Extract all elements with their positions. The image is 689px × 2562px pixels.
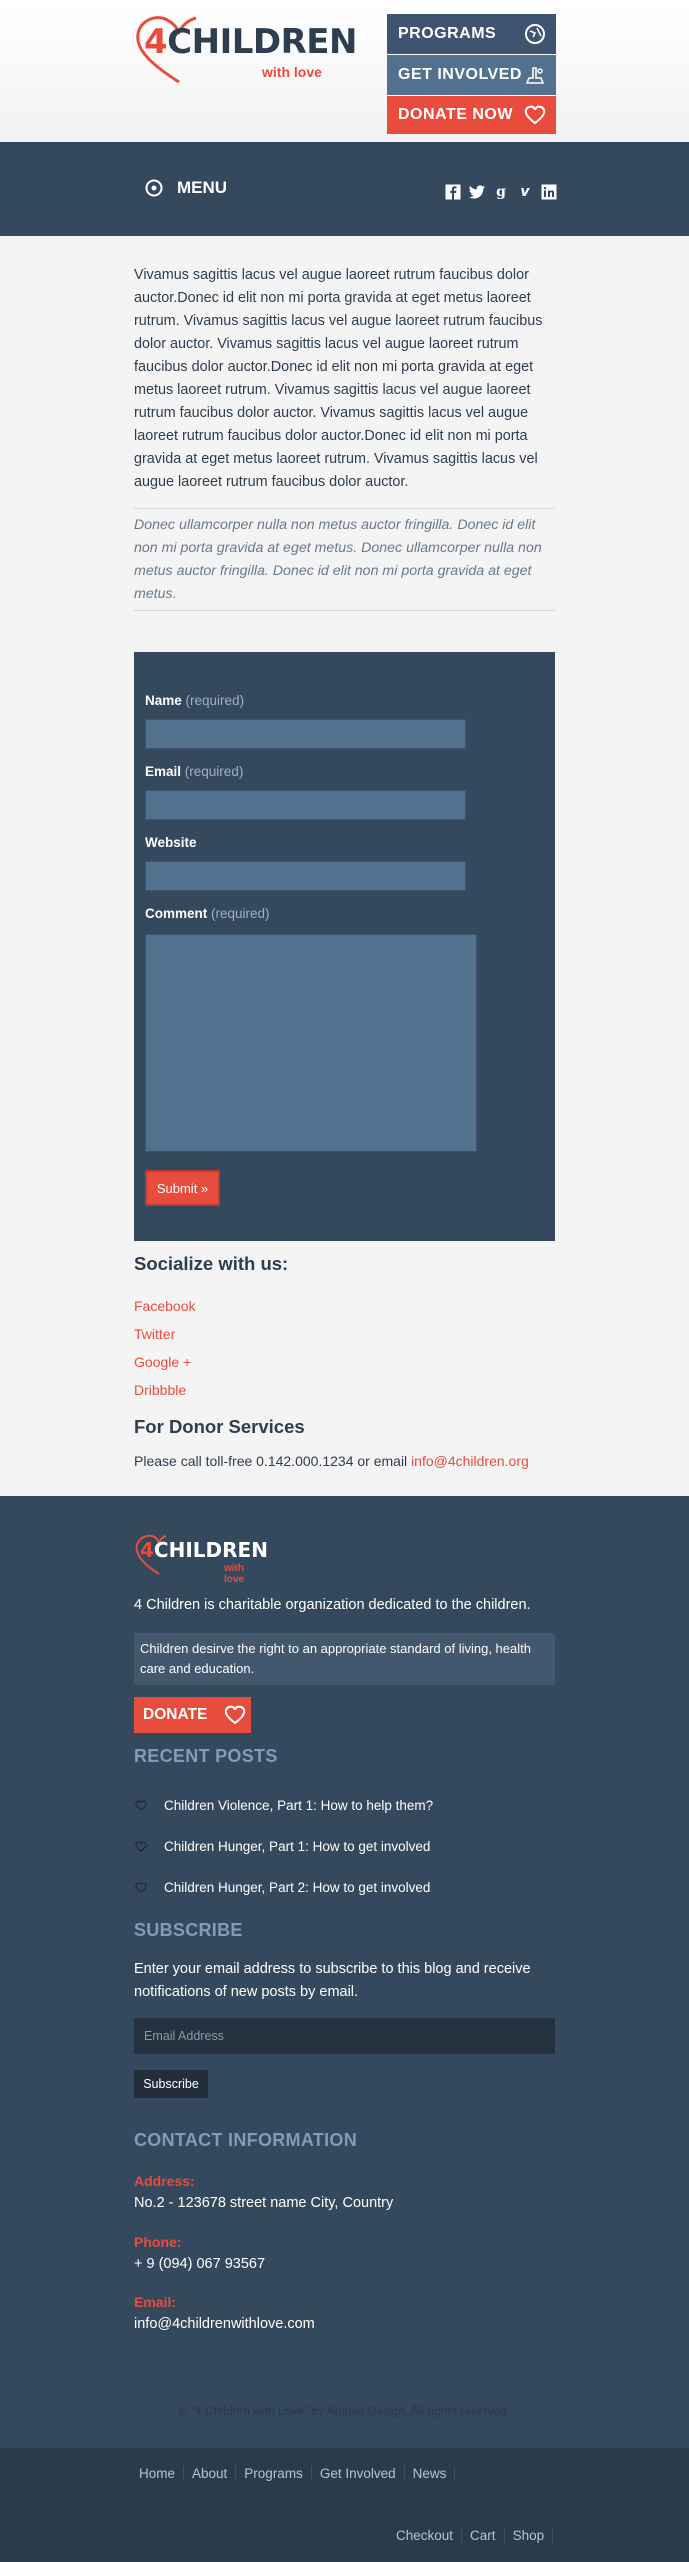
social-links	[134, 1298, 195, 1410]
facebook-icon[interactable]	[444, 183, 462, 201]
website-field[interactable]	[145, 861, 466, 891]
post-title: Children Violence, Part 1: How to help them?	[164, 1798, 434, 1813]
recent-posts-heading: RECENT POSTS	[134, 1746, 278, 1766]
globe-icon	[524, 23, 546, 45]
nav-programs[interactable]: Programs	[236, 2466, 312, 2481]
socialize-heading: Socialize with us:	[134, 1253, 289, 1274]
website-label: Website	[145, 835, 197, 850]
twitter-icon[interactable]	[468, 183, 486, 201]
primary-footer-nav	[139, 2466, 455, 2481]
donor-services-text: Please call toll-free 0.142.000.1234 or email info@4children.org	[134, 1453, 529, 1469]
logo-tagline: with love	[262, 64, 322, 80]
top-navigation	[387, 14, 556, 135]
hands-icon	[524, 64, 546, 86]
heart-outline-icon	[134, 1800, 148, 1811]
list-item[interactable]	[134, 1785, 555, 1826]
footer-logo-name: 4CHILDREN	[140, 1538, 268, 1562]
subscribe-heading: SUBSCRIBE	[134, 1920, 243, 1940]
email-value[interactable]: info@4childrenwithlove.com	[134, 2316, 315, 2332]
post-title: Children Hunger, Part 1: How to get involved	[164, 1839, 431, 1854]
donor-email-link[interactable]: info@4children.org	[411, 1453, 529, 1469]
footer-donate-label: DONATE	[143, 1706, 208, 1723]
social-icons	[444, 183, 558, 201]
email-label: Email:	[134, 2294, 177, 2310]
article-content	[134, 264, 555, 611]
comment-textarea[interactable]	[145, 934, 477, 1152]
heart-icon	[524, 105, 546, 125]
name-field[interactable]	[145, 719, 466, 749]
footer-description: 4 Children is charitable organization dedicated to the children.	[134, 1597, 531, 1613]
site-logo[interactable]	[134, 12, 357, 82]
footer-logo[interactable]	[134, 1534, 268, 1585]
bottom-navigation	[0, 2448, 689, 2562]
donate-now-button[interactable]	[387, 96, 556, 134]
linkedin-icon[interactable]	[540, 183, 558, 201]
programs-label: PROGRAMS	[398, 25, 497, 42]
get-involved-label: GET INVOLVED	[398, 66, 522, 83]
heart-outline-icon	[134, 1841, 148, 1852]
recent-posts-list	[134, 1785, 555, 1908]
footer-widgets	[0, 1496, 689, 2448]
nav-about[interactable]: About	[184, 2466, 236, 2481]
post-title: Children Hunger, Part 2: How to get involved	[164, 1880, 431, 1895]
subscribe-button[interactable]: Subscribe	[134, 2070, 208, 2098]
copyright: © "4 Children with Love" by Anariel Design. All rights reserved.	[178, 2404, 511, 2418]
nav-news[interactable]: News	[405, 2466, 456, 2481]
nav-checkout[interactable]: Checkout	[388, 2528, 462, 2543]
comment-form	[134, 652, 555, 1241]
menu-toggle-button[interactable]	[145, 178, 227, 198]
facebook-link[interactable]: Facebook	[134, 1298, 196, 1314]
address-value: No.2 - 123678 street name City, Country	[134, 2195, 394, 2211]
nav-shop[interactable]: Shop	[505, 2528, 554, 2543]
subscribe-email-input[interactable]: Email Address	[134, 2018, 555, 2054]
article-quote: Donec ullamcorper nulla non metus auctor fringilla. Donec id elit non mi porta gravida at eget metus. Donec ullamcorper nulla non metus auctor fringilla. Donec id elit non mi porta gravida at eget metus.	[134, 508, 555, 611]
vimeo-icon[interactable]: v	[520, 184, 530, 200]
donate-now-label: DONATE NOW	[398, 106, 513, 123]
secondary-footer-nav	[388, 2528, 553, 2543]
submit-button[interactable]: Submit »	[145, 1170, 220, 1206]
phone-value: + 9 (094) 067 93567	[134, 2256, 266, 2272]
email-label: Email (required)	[145, 764, 244, 779]
heart-outline-icon	[134, 1882, 148, 1893]
menu-circle-icon	[145, 179, 163, 197]
nav-get-involved[interactable]: Get Involved	[312, 2466, 405, 2481]
phone-label: Phone:	[134, 2234, 182, 2250]
google-plus-link[interactable]: Google +	[134, 1354, 192, 1370]
subscribe-text: Enter your email address to subscribe to this blog and receive notifications of new posts by email.	[134, 1961, 531, 2000]
email-field[interactable]	[145, 790, 466, 820]
twitter-link[interactable]: Twitter	[134, 1326, 176, 1342]
programs-button[interactable]	[387, 14, 556, 54]
name-label: Name (required)	[145, 693, 245, 708]
comment-label: Comment (required)	[145, 906, 270, 921]
nav-cart[interactable]: Cart	[462, 2528, 505, 2543]
article-paragraph: Vivamus sagittis lacus vel augue laoreet rutrum faucibus dolor auctor.Donec id elit non mi porta gravida at eget metus laoreet rutrum. Vivamus sagittis lacus vel augue laoreet rutrum faucibus dolor auctor. Vivamus sagittis lacus vel augue laoreet rutrum faucibus dolor auctor.Donec id elit non mi porta gravida at eget metus laoreet rutrum. Vivamus sagittis lacus vel augue laoreet rutrum faucibus dolor auctor. Vivamus sagittis lacus vel augue laoreet rutrum faucibus dolor auctor.Donec id elit non mi porta gravida at eget metus laoreet rutrum. Vivamus sagittis lacus vel augue laoreet rutrum faucibus dolor auctor.	[134, 267, 543, 490]
menu-bar	[0, 142, 689, 236]
menu-label: MENU	[177, 178, 228, 197]
footer-donate-button[interactable]	[134, 1697, 251, 1733]
footer-logo-tagline: with love	[224, 1563, 245, 1585]
address-label: Address:	[134, 2173, 195, 2189]
get-involved-button[interactable]	[387, 55, 556, 95]
nav-home[interactable]: Home	[139, 2466, 184, 2481]
list-item[interactable]	[134, 1867, 555, 1908]
site-header	[0, 0, 689, 142]
google-plus-icon[interactable]: g	[496, 184, 506, 200]
dribbble-link[interactable]: Dribbble	[134, 1382, 187, 1398]
heart-icon	[224, 1705, 246, 1725]
contact-heading: CONTACT INFORMATION	[134, 2130, 358, 2150]
footer-mission-box: Children desirve the right to an appropriate standard of living, health care and education.	[134, 1633, 555, 1685]
list-item[interactable]	[134, 1826, 555, 1867]
logo-name: 4CHILDREN	[144, 22, 357, 62]
donor-services-heading: For Donor Services	[134, 1416, 305, 1437]
